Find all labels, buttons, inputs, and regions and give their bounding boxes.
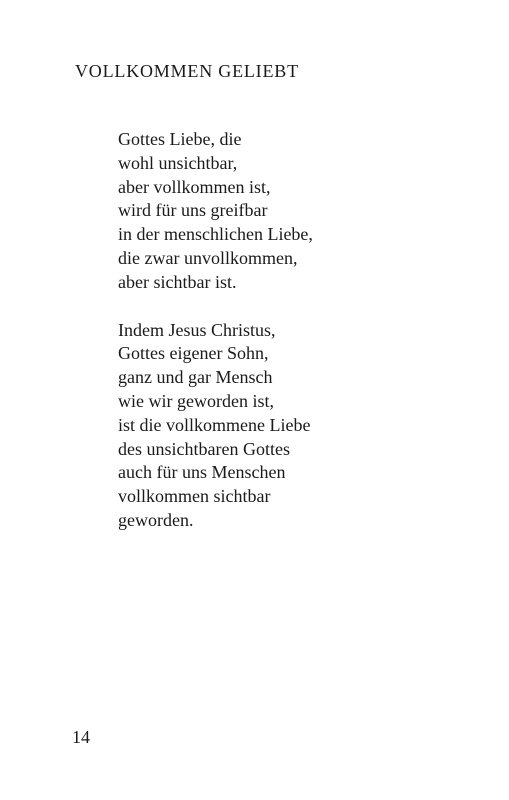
poem-line: in der menschlichen Liebe, <box>118 224 313 245</box>
poem-line: geworden. <box>118 509 194 530</box>
poem-line: Indem Jesus Christus, <box>118 319 276 340</box>
poem-line: vollkommen sichtbar <box>118 486 271 507</box>
poem-line: wie wir geworden ist, <box>118 390 274 411</box>
poem-line: wird für uns greifbar <box>118 200 268 221</box>
poem-line: Gottes eigener Sohn, <box>118 343 269 364</box>
poem-line: aber vollkommen ist, <box>118 176 271 197</box>
page-title: VOLLKOMMEN GELIEBT <box>75 61 299 81</box>
poem-line: aber sichtbar ist. <box>118 271 237 292</box>
stanza-2 <box>118 319 478 533</box>
poem-line: Gottes Liebe, die <box>118 129 242 149</box>
stanza-1 <box>118 128 478 295</box>
page-number: 14 <box>72 727 90 747</box>
poem-line: auch für uns Menschen <box>118 462 286 483</box>
poem-line: ganz und gar Mensch <box>118 367 273 388</box>
poem-line: des unsichtbaren Gottes <box>118 438 290 459</box>
poem <box>118 128 478 557</box>
poem-line: die zwar unvollkommen, <box>118 247 298 268</box>
poem-line: ist die vollkommene Liebe <box>118 414 311 435</box>
poem-line: wohl unsichtbar, <box>118 152 238 173</box>
